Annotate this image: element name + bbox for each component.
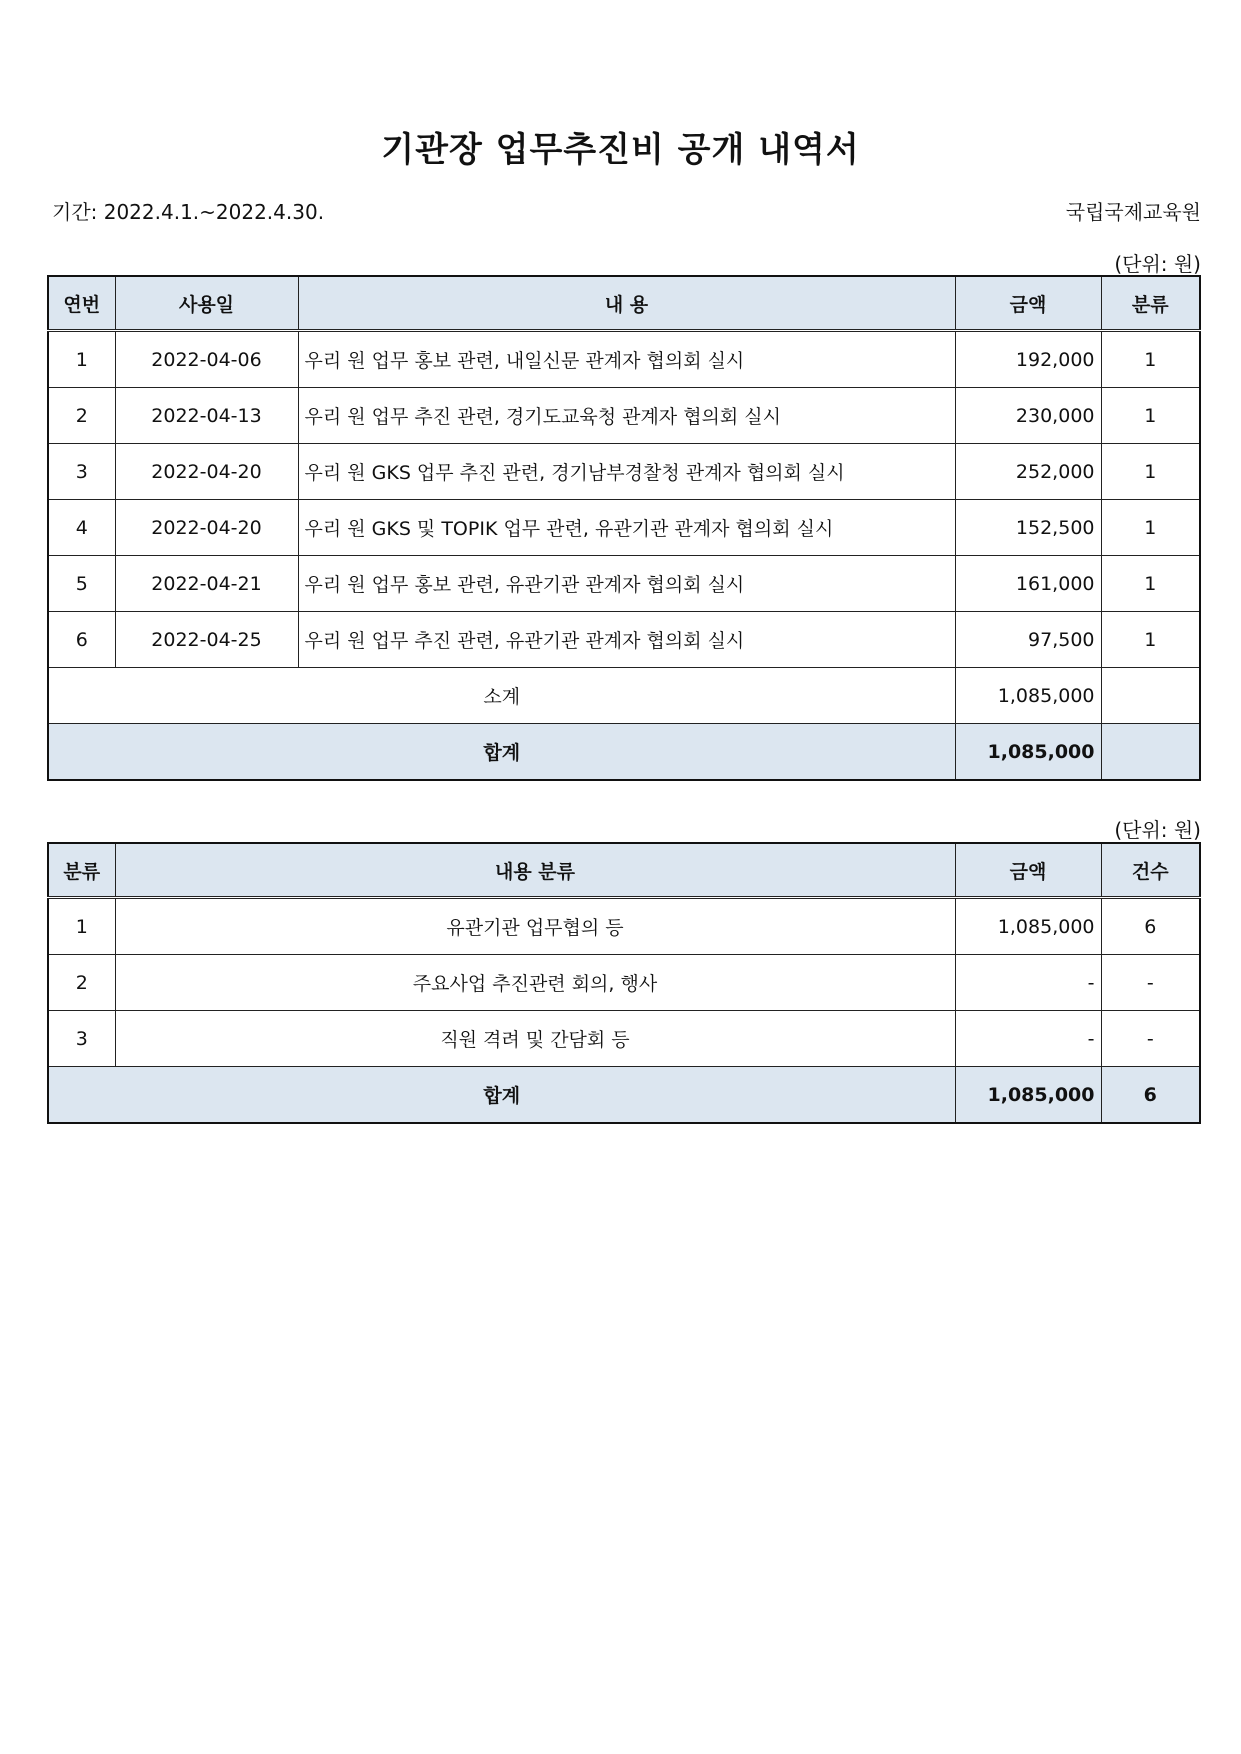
table-header-row	[48, 276, 1200, 331]
cell-category: 1	[48, 898, 115, 955]
expense-detail-table	[47, 275, 1201, 781]
cell-amount: -	[955, 955, 1101, 1011]
table-row	[48, 331, 1200, 388]
cell-date: 2022-04-20	[115, 444, 298, 500]
cell-content: 우리 원 GKS 및 TOPIK 업무 관련, 유관기관 관계자 협의회 실시	[298, 500, 955, 556]
cell-count: -	[1101, 1011, 1200, 1067]
header-category: 분류	[48, 843, 115, 898]
cell-category: 1	[1101, 331, 1200, 388]
total-empty-cell	[1101, 724, 1200, 781]
header-date: 사용일	[115, 276, 298, 331]
table-row	[48, 1011, 1200, 1067]
cell-amount: 161,000	[955, 556, 1101, 612]
header-amount: 금액	[955, 843, 1101, 898]
period-label: 기간: 2022.4.1.~2022.4.30.	[52, 200, 325, 224]
cell-amount: -	[955, 1011, 1101, 1067]
cell-category: 1	[1101, 612, 1200, 668]
table-row	[48, 612, 1200, 668]
table-header-row	[48, 843, 1200, 898]
subtotal-row	[48, 668, 1200, 724]
cell-amount: 1,085,000	[955, 898, 1101, 955]
table-row	[48, 955, 1200, 1011]
total-count: 6	[1101, 1067, 1200, 1124]
cell-category: 1	[1101, 388, 1200, 444]
cell-count: 6	[1101, 898, 1200, 955]
cell-content: 유관기관 업무협의 등	[115, 898, 955, 955]
cell-no: 4	[48, 500, 115, 556]
header-content: 내용 분류	[115, 843, 955, 898]
cell-count: -	[1101, 955, 1200, 1011]
organization-name: 국립국제교육원	[1065, 200, 1201, 224]
cell-category: 1	[1101, 556, 1200, 612]
cell-amount: 252,000	[955, 444, 1101, 500]
table-row	[48, 388, 1200, 444]
cell-no: 3	[48, 444, 115, 500]
cell-no: 2	[48, 388, 115, 444]
total-row	[48, 1067, 1200, 1124]
table-row	[48, 898, 1200, 955]
cell-content: 우리 원 업무 추진 관련, 경기도교육청 관계자 협의회 실시	[298, 388, 955, 444]
cell-date: 2022-04-06	[115, 331, 298, 388]
cell-date: 2022-04-13	[115, 388, 298, 444]
cell-category: 1	[1101, 444, 1200, 500]
cell-amount: 152,500	[955, 500, 1101, 556]
total-label: 합계	[48, 1067, 955, 1124]
cell-amount: 192,000	[955, 331, 1101, 388]
cell-no: 5	[48, 556, 115, 612]
total-label: 합계	[48, 724, 955, 781]
subtotal-amount: 1,085,000	[955, 668, 1101, 724]
cell-content: 우리 원 업무 추진 관련, 유관기관 관계자 협의회 실시	[298, 612, 955, 668]
header-content: 내 용	[298, 276, 955, 331]
cell-content: 우리 원 업무 홍보 관련, 유관기관 관계자 협의회 실시	[298, 556, 955, 612]
cell-content: 우리 원 업무 홍보 관련, 내일신문 관계자 협의회 실시	[298, 331, 955, 388]
page-title: 기관장 업무추진비 공개 내역서	[381, 130, 860, 170]
total-amount: 1,085,000	[955, 724, 1101, 781]
subtotal-empty-cell	[1101, 668, 1200, 724]
cell-content: 주요사업 추진관련 회의, 행사	[115, 955, 955, 1011]
header-count: 건수	[1101, 843, 1200, 898]
cell-content: 우리 원 GKS 업무 추진 관련, 경기남부경찰청 관계자 협의회 실시	[298, 444, 955, 500]
header-category: 분류	[1101, 276, 1200, 331]
table-row	[48, 444, 1200, 500]
header-amount: 금액	[955, 276, 1101, 331]
cell-amount: 97,500	[955, 612, 1101, 668]
unit-label: (단위: 원)	[1114, 252, 1201, 276]
cell-category: 1	[1101, 500, 1200, 556]
total-row	[48, 724, 1200, 781]
unit-label: (단위: 원)	[1114, 818, 1201, 842]
cell-content: 직원 격려 및 간담회 등	[115, 1011, 955, 1067]
cell-date: 2022-04-21	[115, 556, 298, 612]
cell-category: 3	[48, 1011, 115, 1067]
category-summary-table	[47, 842, 1201, 1124]
cell-no: 6	[48, 612, 115, 668]
cell-amount: 230,000	[955, 388, 1101, 444]
cell-date: 2022-04-25	[115, 612, 298, 668]
header-no: 연번	[48, 276, 115, 331]
cell-category: 2	[48, 955, 115, 1011]
total-amount: 1,085,000	[955, 1067, 1101, 1124]
table-row	[48, 500, 1200, 556]
subtotal-label: 소계	[48, 668, 955, 724]
cell-no: 1	[48, 331, 115, 388]
table-row	[48, 556, 1200, 612]
cell-date: 2022-04-20	[115, 500, 298, 556]
